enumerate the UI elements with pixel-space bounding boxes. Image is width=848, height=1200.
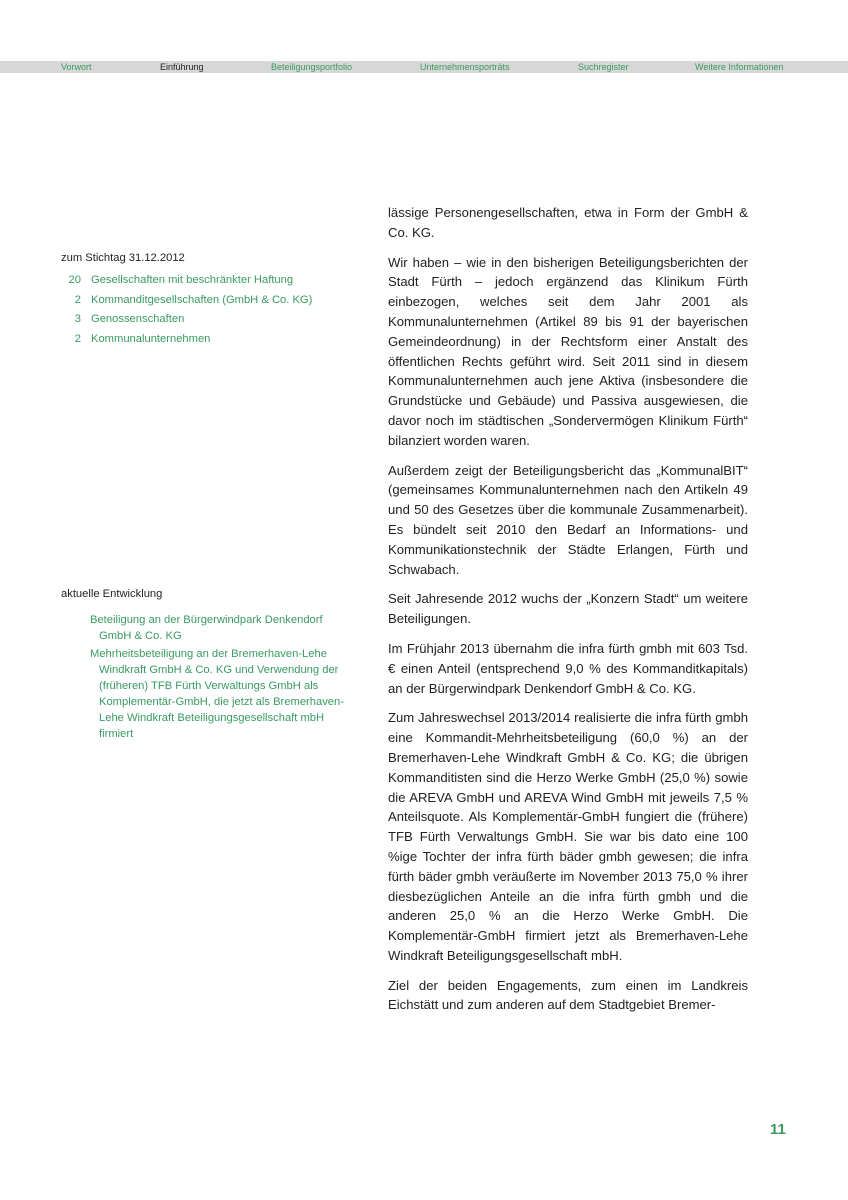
company-count-list xyxy=(61,272,351,350)
development-item: Beteiligung an der Bürgerwindpark Denkendorf GmbH & Co. KG xyxy=(90,614,323,642)
paragraph: Ziel der beiden Engagements, zum einen im Landkreis Eichstätt und zum anderen auf dem Stadtgebiet Bremer- xyxy=(388,977,748,1013)
nav-weitere-informationen[interactable]: Weitere Informationen xyxy=(695,62,784,72)
paragraph: Außerdem zeigt der Beteiligungsbericht das „KommunalBIT“ (gemeinsames Kommunalunternehmen nach den Artikeln 49 und 50 des Gesetzes über die kommunale Zusammenarbeit). Es bündelt seit 2010 den Bedarf an Informations- und Kommunikationstechnik der Städte Erlangen, Fürth und Schwabach. xyxy=(388,462,748,577)
nav-einfuehrung[interactable]: Einführung xyxy=(160,62,204,72)
page-number: 11 xyxy=(770,1121,786,1138)
count-item: 3 Genossenschaften xyxy=(74,313,185,325)
stichtag-heading: zum Stichtag 31.12.2012 xyxy=(61,252,185,264)
count-item: 20 Gesellschaften mit beschränkter Haftung xyxy=(68,274,294,286)
nav-suchregister[interactable]: Suchregister xyxy=(578,62,629,72)
nav-beteiligungsportfolio[interactable]: Beteiligungsportfolio xyxy=(271,62,353,72)
paragraph: lässige Personengesellschaften, etwa in Form der GmbH & Co. KG. xyxy=(388,205,748,240)
count-item: 2 Kommunalunternehmen xyxy=(74,332,211,345)
paragraph: Wir haben – wie in den bisherigen Beteiligungsberichten der Stadt Fürth – jedoch ergänzend das Klinikum Fürth einbezogen, welches seit dem Jahr 2001 als Kommunalunternehmen (Artikel 89 bis 91 der bayerischen Gemeindeordnung) in der Rechtsform einer Anstalt des öffentlichen Rechts geführt wird. Seit 2011 sind in diesem Kommunalunternehmen auch jene Aktiva (insbesondere die Grundstücke und Gebäude) und Passiva ausgewiesen, die davor noch im städtischen „Sondervermögen Klinikum Fürth“ bilanziert worden waren. xyxy=(388,254,748,448)
entwicklung-heading: aktuelle Entwicklung xyxy=(61,588,163,600)
main-text xyxy=(388,203,748,1025)
count-item: 2 Kommanditgesellschaften (GmbH & Co. KG) xyxy=(74,293,313,306)
development-item: Mehrheitsbeteiligung an der Bremerhaven-Lehe Windkraft GmbH & Co. KG und Verwendung der (früheren) TFB Fürth Verwaltungs GmbH als Komplementär-GmbH, die jetzt als Bremerhaven-Lehe Windkraft Beteiligungsgesellschaft mbH firmiert xyxy=(90,648,344,740)
paragraph: Zum Jahreswechsel 2013/2014 realisierte die infra fürth gmbh eine Kommandit-Mehrheitsbeteiligung (60,0 %) an der Bremerhaven-Lehe Windkraft GmbH & Co. KG; die übrigen Kommanditisten sind die Herzo Werke GmbH (25,0 %) sowie die AREVA GmbH und AREVA Wind GmbH mit jeweils 7,5 % Anteilsquote. Als Komplementär-GmbH fungiert die (frühere) TFB Fürth Verwaltungs GmbH. Sie war bis dato eine 100 %ige Tochter der infra fürth bäder gmbh gewesen; die infra fürth bäder gmbh veräußerte im November 2013 75,0 % ihrer diesbezüglichen Anteile an die infra fürth gmbh und die anderen 25,0 % an die Herzo Werke GmbH. Die Komplementär-GmbH firmiert jetzt als Bremerhaven-Lehe Windkraft Beteiligungsgesellschaft mbH. xyxy=(388,710,748,963)
development-list xyxy=(61,612,351,742)
entwicklung-box xyxy=(61,586,351,744)
stichtag-box xyxy=(61,250,351,350)
nav-vorwort[interactable]: Vorwort xyxy=(61,62,92,72)
paragraph: Seit Jahresende 2012 wuchs der „Konzern Stadt“ um weitere Beteiligungen. xyxy=(388,591,748,627)
paragraph: Im Frühjahr 2013 übernahm die infra fürth gmbh mit 603 Tsd. € einen Anteil (entsprechend 9,0 % des Kommanditkapitals) an der Bürgerwindpark Denkendorf GmbH & Co. KG. xyxy=(388,640,748,696)
nav-unternehmensportraets[interactable]: Unternehmensporträts xyxy=(420,62,510,72)
